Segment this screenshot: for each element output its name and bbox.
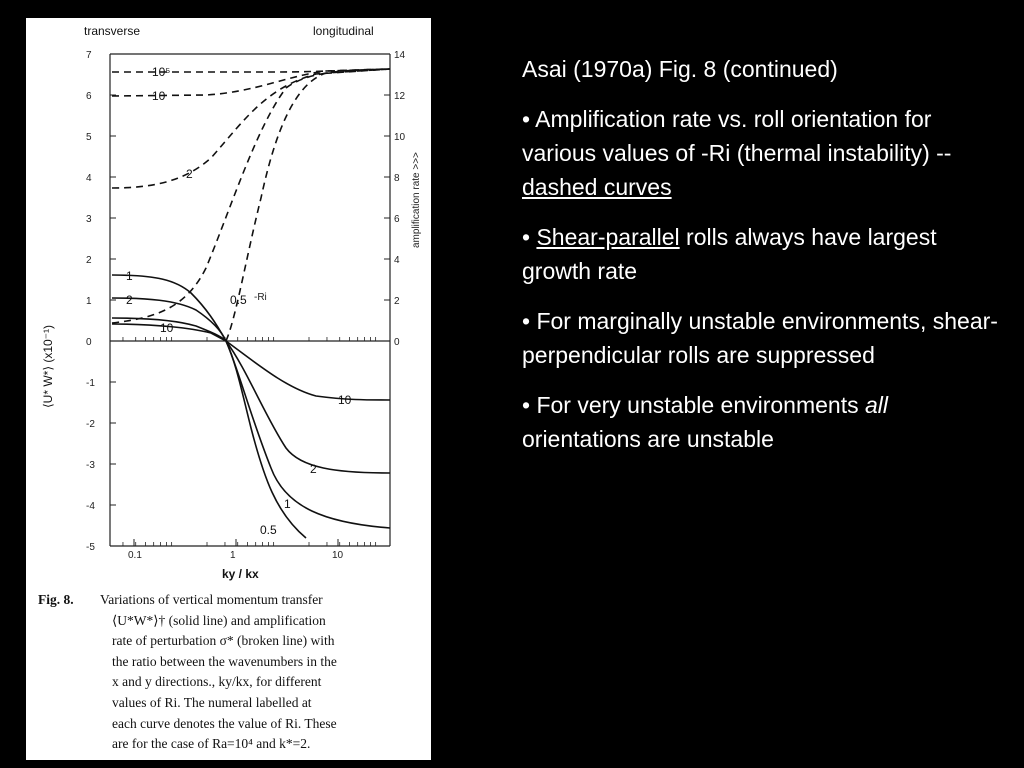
caption-line-5: x and y directions., ky/kx, for different [112,674,322,690]
bullet-2: • Shear-parallel rolls always have largest growth rate [522,224,937,284]
label-dashed-0-5: 0.5 [230,293,247,307]
right-tick-label: 0 [394,337,400,348]
bullet-4-emphasis: all [864,392,888,418]
left-tick-label: 7 [86,50,92,61]
right-tick-label: 6 [394,214,400,225]
solid-curve-0-5 [112,275,306,538]
label-solid-1-lower: 1 [284,497,291,511]
solid-curve-1 [112,298,390,528]
right-tick-label: 10 [394,132,406,143]
caption-line-4: the ratio between the wavenumbers in the [112,653,337,669]
slide-title: Asai (1970a) Fig. 8 (continued) [522,56,838,82]
bullet-4-tail: orientations are unstable [522,426,774,452]
longitudinal-label: longitudinal [313,24,374,38]
left-tick-label: -5 [86,542,95,553]
right-ticks [384,50,406,348]
dashed-curve-0-5b [226,69,390,341]
figure-caption [38,590,424,755]
left-tick-label: 1 [86,296,92,307]
x-axis-label: ky / kx [222,567,259,581]
caption-line-6: values of Ri. The numeral labelled at [112,694,312,710]
right-tick-label: 14 [394,50,406,61]
bullet-2-text: rolls always have largest growth rate [522,224,937,284]
bullet-3: • For marginally unstable environments, shear-perpendicular rolls are suppressed [522,308,998,368]
left-axis-label: ⟨U* W*⟩ (x10⁻¹) [41,324,55,408]
label-solid-1-upper: 1 [126,269,133,283]
left-tick-label: -3 [86,460,95,471]
x-tick-label: 1 [230,550,236,561]
left-tick-label: 5 [86,132,92,143]
caption-line-2: ⟨U*W*⟩† (solid line) and amplification [112,612,326,628]
left-tick-label: 0 [86,337,92,348]
caption-line-8: are for the case of Ra=10⁴ and k*=2. [112,736,311,752]
bullet-1 [522,102,1002,204]
dashed-curve-2 [112,69,390,188]
momentum-transfer-plot [26,18,431,588]
solid-curve-10 [112,324,390,400]
label-solid-2-upper: 2 [126,293,133,307]
left-tick-label: 4 [86,173,92,184]
x-tick-label: 10 [332,550,344,561]
label-solid-10-upper: 10 [160,321,174,335]
left-tick-label: 2 [86,255,92,266]
bullet-4-text: • For very unstable environments [522,392,865,418]
left-tick-label: 3 [86,214,92,225]
right-tick-label: 12 [394,91,406,102]
label-dashed-10: 10 [152,89,166,103]
figure-panel [26,18,431,760]
label-solid-10-lower: 10 [338,393,352,407]
bullet-4 [522,388,1002,456]
caption-line-7: each curve denotes the value of Ri. These [112,715,337,731]
label-ri: -Ri [254,292,267,303]
transverse-label: transverse [84,24,141,38]
right-tick-label: 4 [394,255,400,266]
label-dashed-2: 2 [186,167,193,181]
right-tick-label: 8 [394,173,400,184]
left-tick-label: -4 [86,501,95,512]
caption-line-1: Variations of vertical momentum transfer [100,592,323,607]
label-dashed-1e5: 10⁵ [152,65,171,79]
label-solid-0-5-lower: 0.5 [260,523,277,537]
left-tick-label: 6 [86,91,92,102]
bullet-1-text: • Amplification rate vs. roll orientation for various values of -Ri (thermal instability) -- [522,106,952,166]
bullet-1-underlined: dashed curves [522,174,672,200]
right-tick-label: 2 [394,296,400,307]
x-ticks [123,337,376,561]
left-tick-label: -2 [86,419,95,430]
caption-head: Fig. 8. [38,592,74,607]
bullet-2-underlined: Shear-parallel [536,224,680,250]
slide-text [522,52,1002,472]
dashed-curve-0-5a [112,69,390,323]
caption-line-3: rate of perturbation σ* (broken line) with [112,633,335,649]
left-ticks [86,50,116,553]
right-axis-label: amplification rate >>> [411,152,422,248]
left-tick-label: -1 [86,378,95,389]
label-solid-2-lower: 2 [310,462,317,476]
x-tick-label: 0.1 [128,550,142,561]
